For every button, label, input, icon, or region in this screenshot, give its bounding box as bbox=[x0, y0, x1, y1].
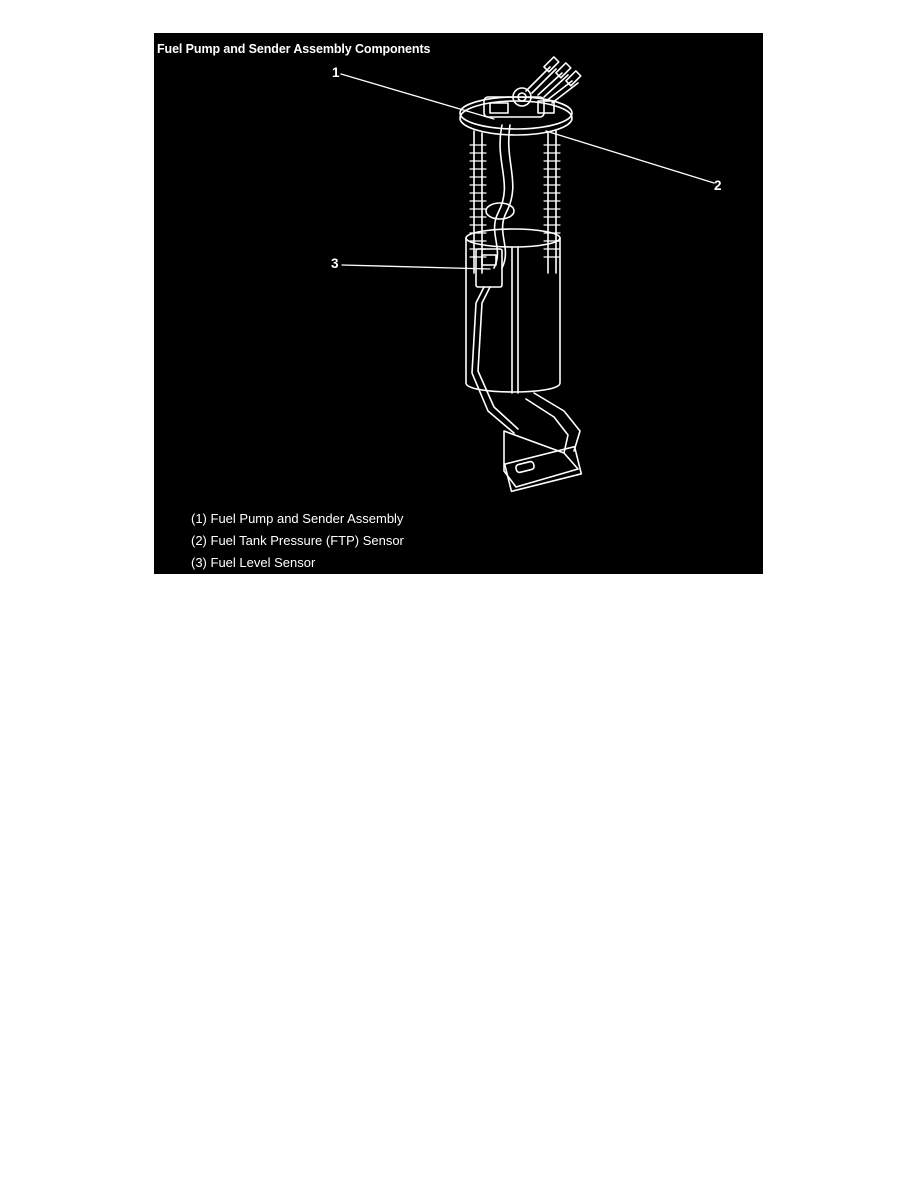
callout-1-label: 1 bbox=[332, 65, 340, 80]
callout-3-label: 3 bbox=[331, 256, 339, 271]
reservoir-body bbox=[466, 229, 560, 393]
fuel-level-sensor bbox=[472, 249, 518, 433]
fuel-strainer bbox=[504, 393, 581, 491]
top-flange bbox=[460, 88, 572, 135]
legend-item-fuel-level-sensor: (3) Fuel Level Sensor bbox=[191, 555, 316, 570]
coil-springs bbox=[470, 145, 560, 257]
legend-item-ftp-sensor: (2) Fuel Tank Pressure (FTP) Sensor bbox=[191, 533, 404, 548]
callout-2-label: 2 bbox=[714, 178, 722, 193]
support-rods bbox=[474, 131, 556, 273]
figure-title: Fuel Pump and Sender Assembly Components bbox=[157, 42, 431, 56]
figure-legend bbox=[191, 508, 404, 574]
legend-item-fuel-pump-sender: (1) Fuel Pump and Sender Assembly bbox=[191, 511, 404, 526]
fuel-line-fittings bbox=[526, 57, 581, 103]
fuel-pump-figure bbox=[154, 33, 763, 574]
fuel-pump-illustration bbox=[154, 33, 763, 574]
